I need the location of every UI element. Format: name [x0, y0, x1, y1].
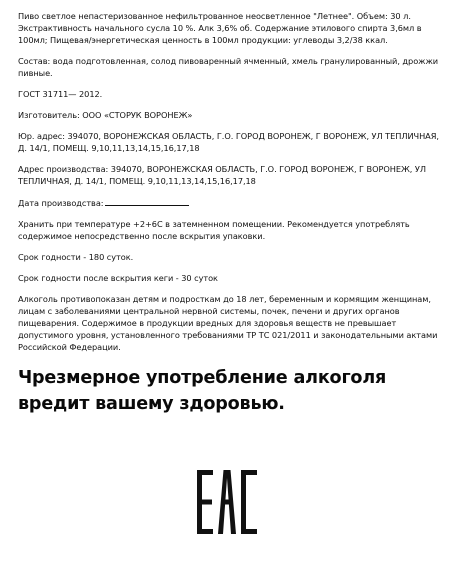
production-address: Адрес производства: 394070, ВОРОНЕЖСКАЯ ОБЛАСТЬ, Г.О. ГОРОД ВОРОНЕЖ, Г ВОРОНЕЖ, УЛ ТЕПЛИЧНАЯ, Д. 14/1, ПОМЕЩ. 9,10,11,13,14,15,16,17,18	[18, 164, 426, 186]
shelf-life: Срок годности - 180 суток.	[18, 252, 134, 262]
health-warning: Чрезмерное употребление алкоголя вредит вашему здоровью.	[18, 368, 387, 414]
legal-address: Юр. адрес: 394070, ВОРОНЕЖСКАЯ ОБЛАСТЬ, Г.О. ГОРОД ВОРОНЕЖ, Г ВОРОНЕЖ, УЛ ТЕПЛИЧНАЯ, Д. 14/1, ПОМЕЩ. 9,10,11,13,14,15,16,17,18	[18, 131, 439, 153]
production-date-label: Дата производства:	[18, 198, 104, 208]
contraindications-text: Алкоголь противопоказан детям и подросткам до 18 лет, беременным и кормящим женщинам, лицам с заболеваниями центральной нервной системы, почек, печени и других органов пищеварения. Содержимое в продукции вредных для здоровья веществ не превышает допустимого уровня, установленного требованиями ТР ТС 021/2011 и законодательными актами Российской Федерации.	[18, 294, 438, 352]
composition-text: Состав: вода подготовленная, солод пивоваренный ячменный, хмель гранулированный, дрожжи пивные.	[18, 56, 439, 78]
gost-standard: ГОСТ 31711— 2012.	[18, 89, 103, 99]
storage-conditions: Хранить при температуре +2+6С в затемненном помещении. Рекомендуется употреблять содержимое непосредственно после вскрытия упаковки.	[18, 219, 410, 241]
production-date-blank	[105, 196, 189, 206]
production-date-row	[18, 196, 448, 209]
eac-certification-icon	[197, 470, 257, 534]
shelf-life-opened: Срок годности после вскрытия кеги - 30 суток	[18, 273, 218, 283]
product-label	[18, 10, 448, 417]
manufacturer-name: Изготовитель: ООО «СТОРУК ВОРОНЕЖ»	[18, 110, 193, 120]
product-description: Пиво светлое непастеризованное нефильтрованное неосветленное "Летнее". Объем: 30 л. Экстрактивность начального сусла 10 %. Алк 3,6% об. Содержание этилового спирта 3,6мл в 100мл; Пищевая/энергетическая ценность в 100мл продукции: углеводы 3,2/38 ккал.	[18, 11, 422, 45]
